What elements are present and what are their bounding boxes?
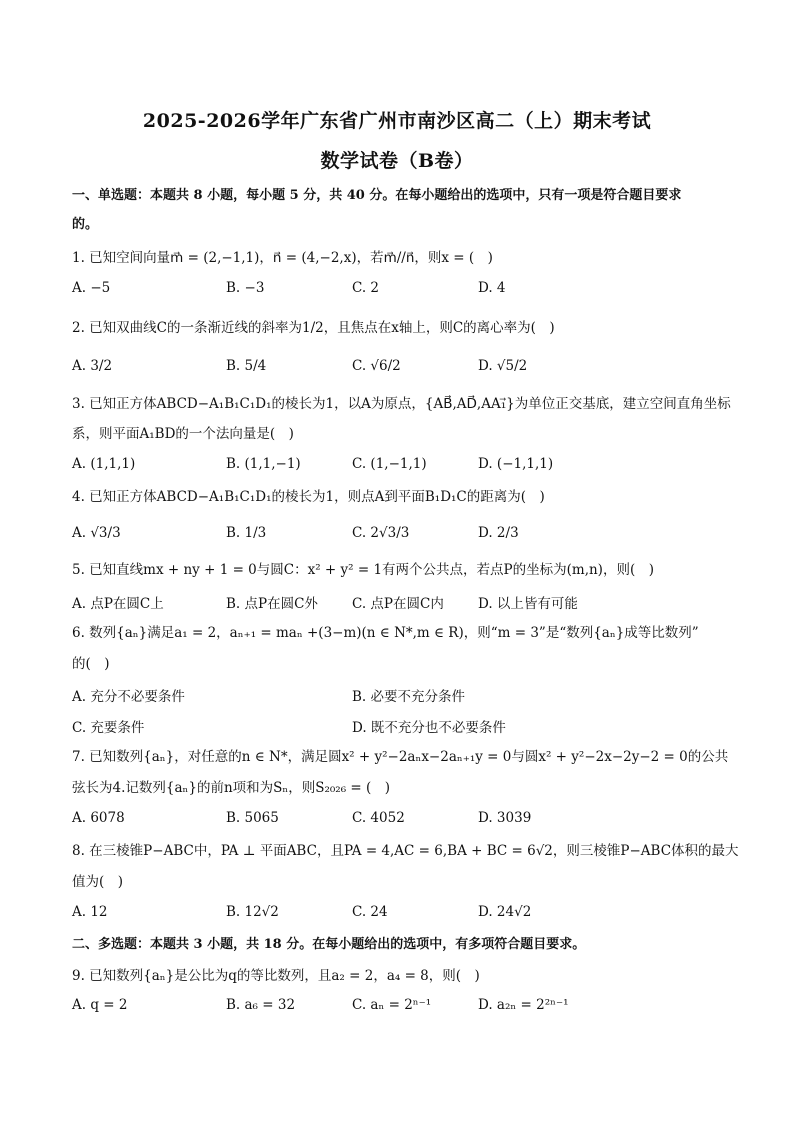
option-a: A. √3/3 (72, 525, 121, 541)
question-4-options (72, 525, 724, 545)
option-c: C. 2√3/3 (352, 525, 410, 541)
option-d: D. 24√2 (478, 904, 532, 920)
option-c: C. aₙ = 2ⁿ⁻¹ (352, 997, 432, 1013)
question-5-options (72, 592, 724, 612)
option-b: B. 1/3 (226, 525, 267, 541)
section-1-heading-cont: 的。 (72, 217, 99, 232)
question-6-cont: 的( ) (72, 656, 110, 672)
question-8-options (72, 904, 724, 924)
option-a: A. 3/2 (72, 358, 113, 374)
question-3-options (72, 456, 724, 476)
option-b: B. 5/4 (226, 358, 267, 374)
option-d: D. 2/3 (478, 525, 519, 541)
option-b: B. a₆ = 32 (226, 997, 296, 1013)
option-c: C. 24 (352, 904, 388, 920)
option-a: A. 充分不必要条件 (72, 689, 185, 705)
question-8-cont: 值为( ) (72, 874, 124, 890)
question-4: 4. 已知正方体ABCD−A₁B₁C₁D₁的棱长为1，则点A到平面B₁D₁C的距离为( ) (72, 489, 545, 505)
option-b: B. −3 (226, 280, 265, 296)
question-7: 7. 已知数列{aₙ}，对任意的n ∈ N*，满足圆x² + y²−2aₙx−2aₙ₊₁y = 0与圆x² + y²−2x−2y−2 = 0的公共 (72, 749, 729, 765)
option-c: C. 充要条件 (72, 720, 145, 736)
option-b: B. 点P在圆C外 (226, 596, 318, 612)
question-5: 5. 已知直线mx + ny + 1 = 0与圆C：x² + y² = 1有两个公共点，若点P的坐标为(m,n)，则( ) (72, 562, 654, 578)
question-7-cont: 弦长为4.记数列{aₙ}的前n项和为Sₙ，则S₂₀₂₆ = ( ) (72, 780, 391, 796)
option-d: D. a₂ₙ = 2²ⁿ⁻¹ (478, 997, 569, 1013)
option-c: C. 2 (352, 280, 380, 296)
question-6: 6. 数列{aₙ}满足a₁ = 2，aₙ₊₁ = maₙ +(3−m)(n ∈ N*,m ∈ R)，则“m = 3”是“数列{aₙ}成等比数列” (72, 625, 699, 641)
question-2: 2. 已知双曲线C的一条渐近线的斜率为1/2，且焦点在x轴上，则C的离心率为( ) (72, 320, 555, 336)
question-2-options (72, 358, 724, 378)
question-3-cont: 系，则平面A₁BD的一个法向量是( ) (72, 426, 294, 442)
option-b: B. 必要不充分条件 (352, 689, 466, 705)
exam-title: 2025-2026学年广东省广州市南沙区高二（上）期末考试 (142, 110, 652, 132)
option-a: A. q = 2 (72, 997, 128, 1013)
question-6-options-row1 (72, 685, 724, 705)
option-d: D. (−1,1,1) (478, 456, 554, 472)
question-1: 1. 已知空间向量m⃗ = (2,−1,1)，n⃗ = (4,−2,x)，若m⃗//n⃗，则x = ( ) (72, 250, 493, 266)
option-d: D. √5/2 (478, 358, 528, 374)
exam-subtitle: 数学试卷（B卷） (320, 150, 474, 172)
question-9: 9. 已知数列{aₙ}是公比为q的等比数列，且a₂ = 2，a₄ = 8，则( ) (72, 968, 480, 984)
option-c: C. 4052 (352, 810, 405, 826)
option-b: B. (1,1,−1) (226, 456, 301, 472)
option-b: B. 12√2 (226, 904, 279, 920)
section-1-heading: 一、单选题：本题共 8 小题，每小题 5 分，共 40 分。在每小题给出的选项中，只有一项是符合题目要求 (72, 188, 682, 203)
option-b: B. 5065 (226, 810, 279, 826)
option-c: C. √6/2 (352, 358, 401, 374)
question-9-options (72, 997, 724, 1017)
option-d: D. 以上皆有可能 (478, 596, 578, 612)
option-d: D. 4 (478, 280, 506, 296)
option-a: A. 6078 (72, 810, 125, 826)
option-a: A. 点P在圆C上 (72, 596, 164, 612)
option-d: D. 3039 (478, 810, 532, 826)
option-a: A. (1,1,1) (72, 456, 136, 472)
option-c: C. 点P在圆C内 (352, 596, 444, 612)
option-d: D. 既不充分也不必要条件 (352, 720, 506, 736)
option-a: A. −5 (72, 280, 111, 296)
question-7-options (72, 810, 724, 830)
option-a: A. 12 (72, 904, 108, 920)
question-6-options-row2 (72, 716, 724, 736)
question-8: 8. 在三棱锥P−ABC中，PA ⊥ 平面ABC，且PA = 4,AC = 6,BA + BC = 6√2，则三棱锥P−ABC体积的最大 (72, 843, 739, 859)
option-c: C. (1,−1,1) (352, 456, 427, 472)
question-1-options (72, 280, 724, 300)
section-2-heading: 二、多选题：本题共 3 小题，共 18 分。在每小题给出的选项中，有多项符合题目要求。 (72, 937, 586, 952)
question-3: 3. 已知正方体ABCD−A₁B₁C₁D₁的棱长为1，以A为原点，{AB⃗,AD⃗,AA₁⃗}为单位正交基底，建立空间直角坐标 (72, 396, 731, 412)
